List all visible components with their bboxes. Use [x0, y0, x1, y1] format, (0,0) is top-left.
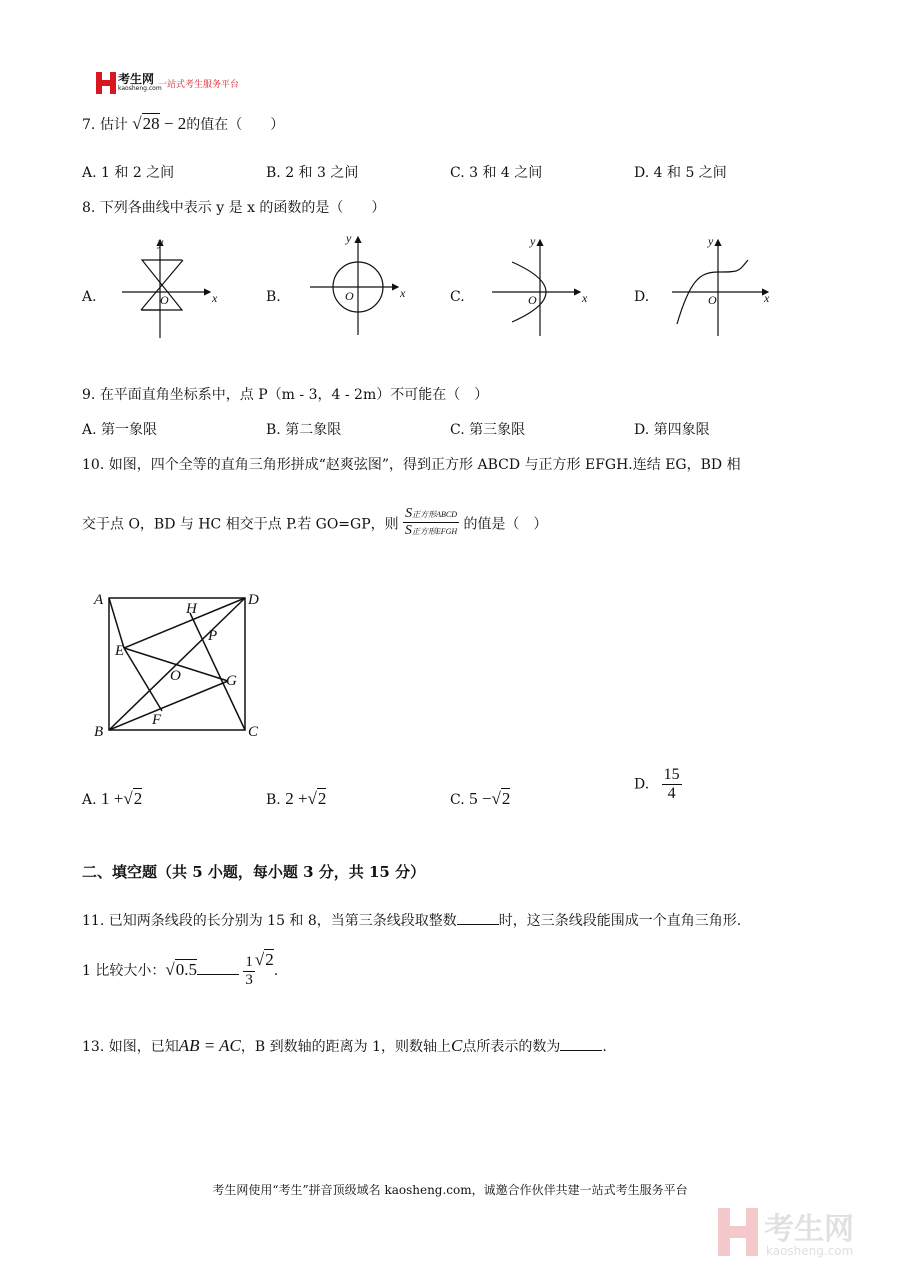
- answer-blank[interactable]: [560, 1038, 602, 1051]
- point-label-a: A: [94, 592, 104, 608]
- question-number: 9.: [82, 387, 96, 403]
- option-c[interactable]: C. 5 −√2: [450, 789, 511, 808]
- radicand: 2: [133, 789, 143, 808]
- radicand: 2: [265, 950, 274, 969]
- answer-blank[interactable]: [457, 912, 499, 925]
- option-text: 1 和 2 之间: [101, 165, 175, 181]
- answer-blank[interactable]: [197, 962, 239, 975]
- point-label-b: B: [94, 724, 104, 740]
- option-label: B.: [266, 792, 281, 808]
- question-text-tail: 的值在（ ）: [186, 117, 285, 133]
- origin-label: O: [708, 293, 717, 307]
- section-heading: 二、填空题（共 5 小题，每小题 3 分，共 15 分）: [82, 863, 426, 881]
- option-term: 1 +: [101, 789, 124, 808]
- origin-label: O: [345, 289, 354, 303]
- logo-name: 考生网: [118, 72, 155, 86]
- question-number: 13.: [82, 1039, 105, 1055]
- option-label: D.: [634, 776, 650, 793]
- option-a[interactable]: A. 1 +√2: [82, 789, 143, 808]
- watermark-name: 考生网: [764, 1212, 854, 1247]
- fraction-numerator: S: [405, 506, 413, 521]
- question-text: 交于点 O，BD 与 HC 相交于点 P.若 GO=GP，则: [82, 516, 399, 533]
- radicand: 2: [501, 789, 511, 808]
- point-label-p: P: [208, 628, 218, 644]
- watermark-logo: [718, 1208, 854, 1260]
- axis-label-y: y: [708, 234, 714, 248]
- option-b[interactable]: B.: [266, 289, 281, 305]
- option-b[interactable]: B. 2 +√2: [266, 789, 327, 808]
- point-label-g: G: [226, 673, 237, 689]
- option-d[interactable]: D.: [634, 289, 650, 305]
- option-label: D.: [634, 422, 650, 438]
- expression-tail: − 2: [163, 114, 187, 133]
- graph-d: [672, 240, 768, 336]
- axis-label-y: y: [158, 235, 164, 249]
- question-text: 如图，四个全等的直角三角形拼成“赵爽弦图”，得到正方形 ABCD 与正方形 EFGH.连结 EG，BD 相: [108, 457, 741, 473]
- origin-label: O: [528, 293, 537, 307]
- question-11: [82, 910, 741, 930]
- question-number: 7.: [82, 117, 96, 133]
- option-term: 5 −: [469, 789, 492, 808]
- question-number: 1: [82, 963, 91, 979]
- logo-domain: kaosheng.com: [118, 85, 162, 92]
- numerator-subscript: 正方形ABCD: [412, 510, 457, 519]
- point-label-e: E: [115, 643, 125, 659]
- question-number: 10.: [82, 457, 105, 473]
- question-text: 下列各曲线中表示 y 是 x 的函数的是（ ）: [99, 200, 386, 216]
- point-label-d: D: [248, 592, 259, 608]
- axis-label-x: x: [582, 291, 588, 305]
- fraction-denominator: 3: [245, 971, 253, 988]
- question-text-tail: 的值是（ ）: [463, 516, 548, 533]
- point-label-f: F: [152, 712, 162, 728]
- question-text: 估计: [99, 117, 128, 133]
- option-d[interactable]: [634, 766, 682, 803]
- axis-label-y: y: [346, 231, 352, 245]
- axis-label-x: x: [764, 291, 770, 305]
- option-d[interactable]: [634, 419, 710, 439]
- axis-label-x: x: [400, 286, 406, 300]
- option-text: 第二象限: [285, 422, 342, 438]
- point-label-c: C: [248, 724, 259, 740]
- option-label: C.: [450, 422, 465, 438]
- sqrt-expression: √28 − 2: [132, 114, 187, 133]
- option-text: 4 和 5 之间: [653, 165, 727, 181]
- question-text: 比较大小：: [95, 963, 166, 979]
- option-a[interactable]: A.: [82, 289, 97, 305]
- point-label-h: H: [186, 601, 197, 617]
- fraction-denominator: 4: [667, 785, 676, 802]
- zhao-shuang-figure: [0, 0, 300, 760]
- period: .: [602, 1039, 607, 1055]
- question-text: 在平面直角坐标系中，点 P（m - 3，4 - 2m）不可能在（ ）: [99, 387, 489, 403]
- radicand: 0.5: [175, 960, 197, 979]
- question-text-tail: 点所表示的数为: [462, 1039, 561, 1055]
- origin-label: O: [160, 293, 169, 307]
- question-text-mid: ，B 到数轴的距离为 1，则数轴上: [240, 1039, 451, 1055]
- question-12: 1 比较大小：√0.5 $\frac{1}{3}$ √2.: [82, 950, 279, 988]
- option-label: A.: [82, 422, 97, 438]
- option-label: B.: [266, 422, 281, 438]
- option-label: D.: [634, 165, 650, 181]
- option-text: 2 和 3 之间: [285, 165, 359, 181]
- option-c[interactable]: [450, 419, 525, 439]
- option-text: 3 和 4 之间: [469, 165, 543, 181]
- point-c: C: [450, 1036, 463, 1055]
- option-label: C.: [450, 792, 465, 808]
- denominator-subscript: 正方形EFGH: [411, 527, 458, 536]
- radicand: 28: [142, 114, 160, 133]
- question-text: 如图，已知: [108, 1039, 179, 1055]
- option-term: 2 +: [285, 789, 308, 808]
- fraction-denominator: S: [404, 523, 412, 538]
- logo-slogan: 一站式考生服务平台: [158, 80, 240, 90]
- option-label: A.: [82, 165, 97, 181]
- footer-text: 考生网使用“考生”拼音顶级域名 kaosheng.com，诚邀合作伙伴共建一站式考生服务平台: [212, 1183, 688, 1197]
- option-text: 第四象限: [653, 422, 710, 438]
- axis-label-x: x: [212, 291, 218, 305]
- period: .: [273, 963, 279, 979]
- option-c[interactable]: C.: [450, 289, 465, 305]
- option-text: 第三象限: [469, 422, 526, 438]
- question-number: 8.: [82, 200, 96, 216]
- question-number: 11.: [82, 913, 105, 929]
- option-label: C.: [450, 165, 465, 181]
- equation: AB = AC: [178, 1036, 241, 1055]
- option-text: 第一象限: [101, 422, 158, 438]
- area-ratio-fraction: [403, 506, 459, 539]
- radicand: 2: [317, 789, 327, 808]
- option-label: A.: [82, 792, 97, 808]
- axis-label-y: y: [530, 234, 536, 248]
- watermark-domain: kaosheng.com: [766, 1244, 854, 1258]
- question-text-tail: 时，这三条线段能围成一个直角三角形.: [498, 913, 742, 929]
- point-label-o: O: [170, 668, 181, 684]
- graph-c: [492, 240, 580, 336]
- fraction-numerator: 15: [663, 766, 680, 783]
- option-label: B.: [266, 165, 281, 181]
- question-text: 已知两条线段的长分别为 15 和 8，当第三条线段取整数: [108, 913, 457, 929]
- graph-b: [310, 237, 398, 335]
- question-13: [82, 1036, 607, 1056]
- watermark-mark-icon: [718, 1208, 758, 1256]
- fraction-numerator: 1: [245, 953, 253, 970]
